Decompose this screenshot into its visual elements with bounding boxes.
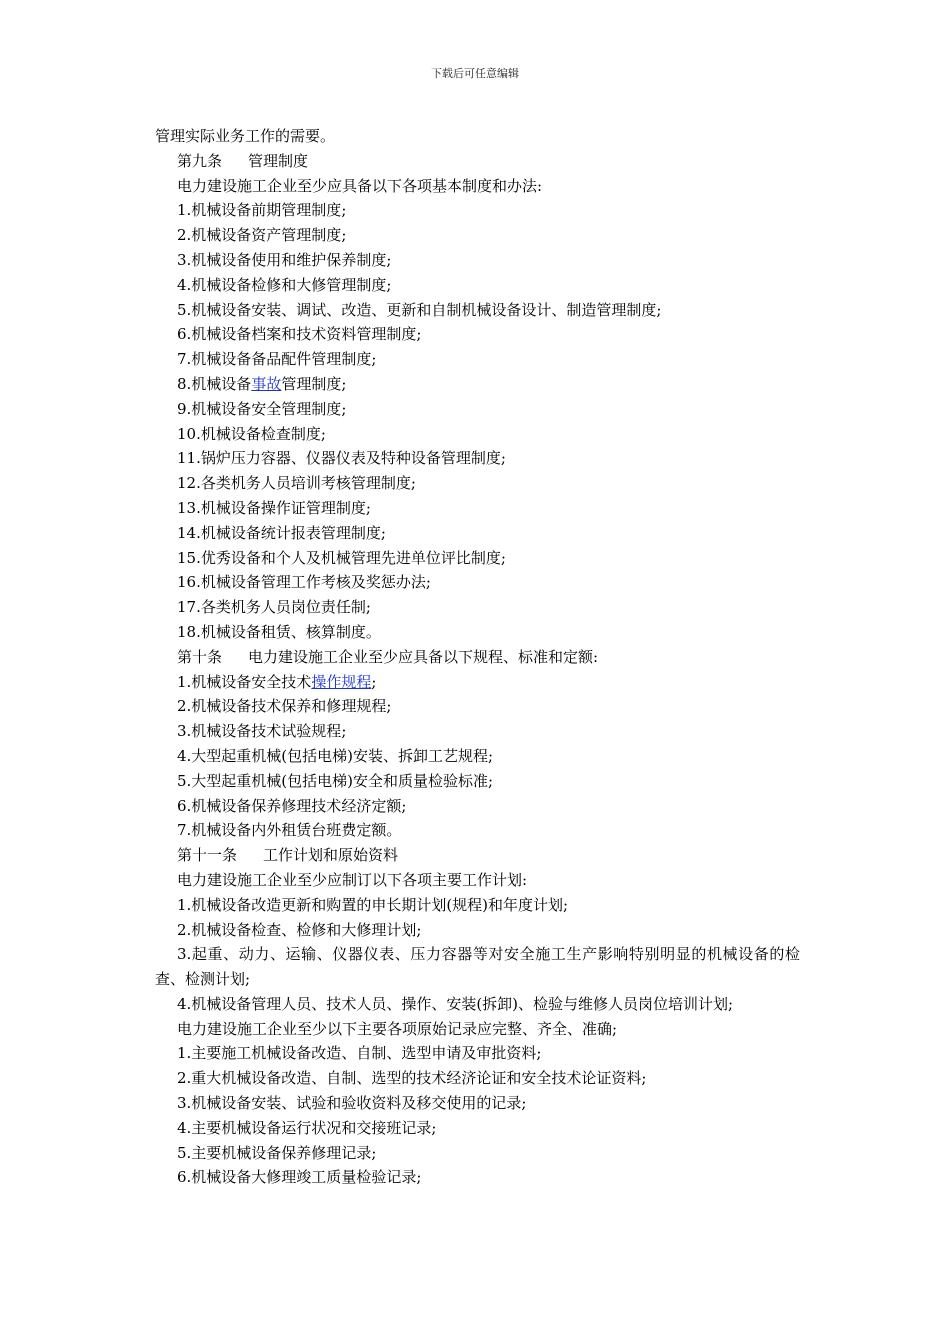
article-heading [155, 149, 800, 174]
list-item: 15.优秀设备和个人及机械管理先进单位评比制度; [177, 548, 506, 567]
list-item: 2.机械设备技术保养和修理规程; [177, 697, 392, 716]
item-text: 8.机械设备 [177, 374, 252, 393]
list-item: 6.机械设备保养修理技术经济定额; [177, 796, 407, 815]
article-title: 电力建设施工企业至少应具备以下规程、标准和定额: [248, 647, 599, 666]
article-heading [155, 645, 800, 670]
article-title: 管理制度 [248, 151, 309, 170]
list-item [155, 372, 800, 397]
list-item: 5.大型起重机械(包括电梯)安全和质量检验标准; [177, 771, 494, 790]
list-item: 9.机械设备安全管理制度; [177, 399, 347, 418]
list-item: 1.主要施工机械设备改造、自制、选型申请及审批资料; [177, 1044, 542, 1063]
list-item: 1.机械设备前期管理制度; [177, 201, 347, 220]
list-item: 4.大型起重机械(包括电梯)安装、拆卸工艺规程; [177, 746, 494, 765]
article-number: 第九条 [177, 151, 223, 170]
list-item: 18.机械设备租赁、核算制度。 [177, 622, 381, 641]
page-header: 下载后可任意编辑 [431, 67, 519, 80]
list-item: 11.锅炉压力容器、仪器仪表及特种设备管理制度; [177, 449, 506, 468]
text-line: 电力建设施工企业至少应具备以下各项基本制度和办法: [177, 176, 543, 195]
list-item: 14.机械设备统计报表管理制度; [177, 523, 386, 542]
accident-link[interactable]: 事故 [251, 374, 282, 393]
list-item: 4.主要机械设备运行状况和交接班记录; [177, 1118, 437, 1137]
article-number: 第十条 [177, 647, 223, 666]
list-item: 13.机械设备操作证管理制度; [177, 498, 371, 517]
article-number: 第十一条 [177, 846, 238, 865]
list-item: 5.机械设备安装、调试、改造、更新和自制机械设备设计、制造管理制度; [177, 300, 662, 319]
text-line: 管理实际业务工作的需要。 [155, 127, 336, 145]
list-item: 16.机械设备管理工作考核及奖惩办法; [177, 573, 431, 592]
list-item: 4.机械设备检修和大修管理制度; [177, 275, 392, 294]
list-item: 12.各类机务人员培训考核管理制度; [177, 474, 416, 493]
list-item: 3.机械设备安装、试验和验收资料及移交使用的记录; [177, 1094, 527, 1113]
item-text: 1.机械设备安全技术 [177, 672, 312, 691]
list-item: 7.机械设备备品配件管理制度; [177, 350, 377, 369]
list-item: 3.机械设备技术试验规程; [177, 722, 347, 741]
list-item: 3.机械设备使用和维护保养制度; [177, 250, 392, 269]
item-text: 管理制度; [281, 374, 347, 393]
item-text: ; [371, 672, 377, 691]
article-title: 工作计划和原始资料 [263, 846, 399, 865]
list-item: 6.机械设备档案和技术资料管理制度; [177, 325, 422, 344]
list-item: 2.重大机械设备改造、自制、选型的技术经济论证和安全技术论证资料; [177, 1069, 647, 1088]
list-item: 7.机械设备内外租赁台班费定额。 [177, 821, 402, 840]
list-item: 10.机械设备检查制度; [177, 424, 326, 443]
list-item: 3.起重、动力、运输、仪器仪表、压力容器等对安全施工生产影响特别明显的机械设备的检查、检测计划; [155, 945, 800, 989]
list-item: 5.主要机械设备保养修理记录; [177, 1143, 377, 1162]
text-line: 电力建设施工企业至少应制订以下各项主要工作计划: [177, 870, 528, 889]
text-line: 电力建设施工企业至少以下主要各项原始记录应完整、齐全、准确; [177, 1019, 618, 1038]
list-item: 2.机械设备资产管理制度; [177, 226, 347, 245]
list-item: 4.机械设备管理人员、技术人员、操作、安装(拆卸)、检验与维修人员岗位培训计划; [177, 994, 734, 1013]
operation-rules-link[interactable]: 操作规程 [311, 672, 372, 691]
list-item: 1.机械设备改造更新和购置的申长期计划(规程)和年度计划; [177, 895, 569, 914]
list-item: 17.各类机务人员岗位责任制; [177, 598, 371, 617]
list-item: 6.机械设备大修理竣工质量检验记录; [177, 1168, 422, 1187]
list-item [155, 670, 800, 695]
document-body [155, 124, 800, 1190]
list-item: 2.机械设备检查、检修和大修理计划; [177, 920, 422, 939]
article-heading [155, 843, 800, 868]
